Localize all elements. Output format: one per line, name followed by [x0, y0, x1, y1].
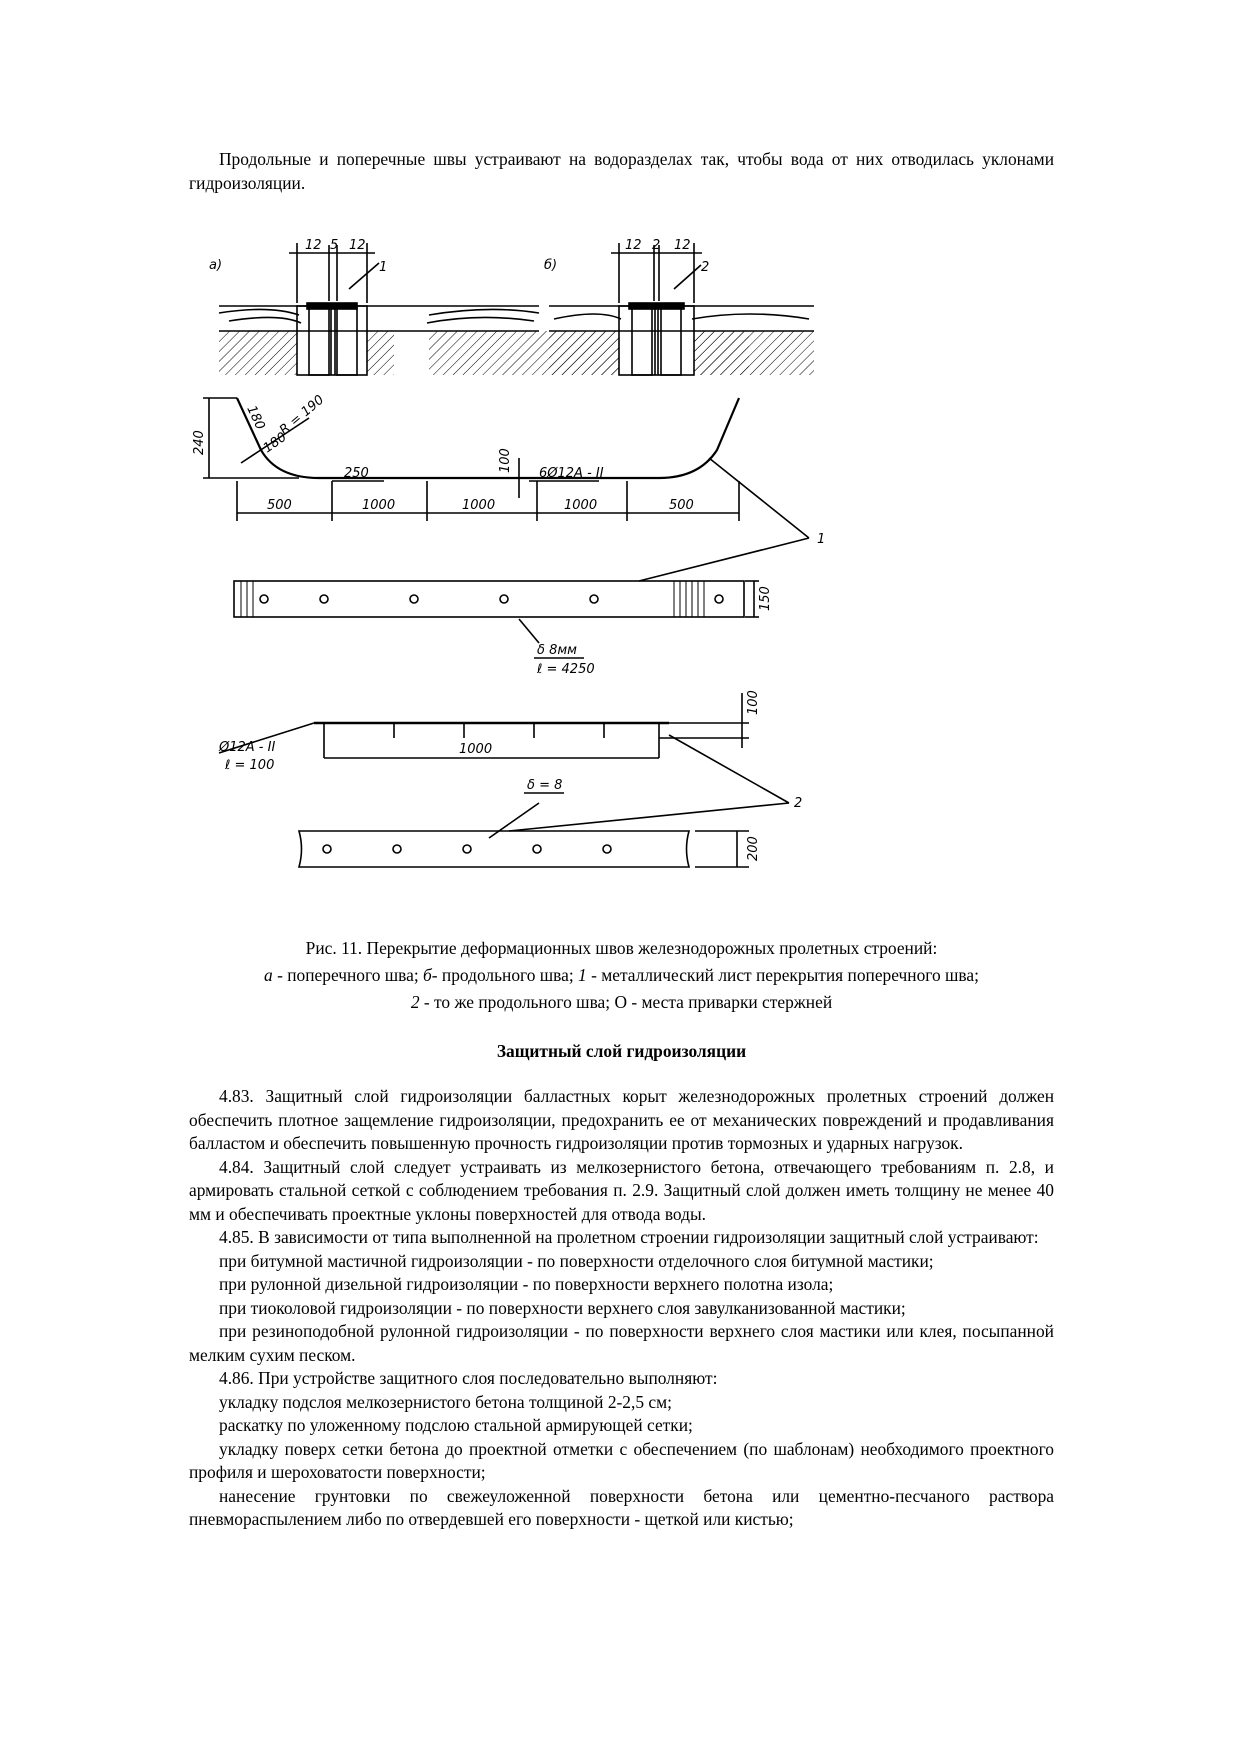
- dim-span-500-right: 500: [669, 498, 694, 513]
- paragraph-primer: нанесение грунтовки по свежеуложенной поверхности бетона или цементно-песчаного раствора пневмораспылением либо по отвердевшей его поверхности - щеткой или кистью;: [189, 1485, 1054, 1529]
- callout-1-profile: 1: [817, 532, 826, 547]
- figure-caption: [189, 935, 1054, 1016]
- dim-150: 150: [758, 586, 773, 611]
- paragraph-rubber: при резиноподобной рулонной гидроизоляции - по поверхности верхнего слоя мастики или клея, посыпанной мелким сухим песком.: [189, 1321, 1054, 1365]
- dim-b-2: 2: [652, 238, 661, 253]
- caption-key-b: б: [423, 965, 432, 985]
- caption-line-2: [189, 962, 1054, 989]
- section-heading: Защитный слой гидроизоляции: [496, 1041, 747, 1061]
- rod-strip-drawing: [219, 693, 789, 803]
- dim-b-12-right: 12: [674, 238, 691, 253]
- intro-paragraph: Продольные и поперечные швы устраивают на водоразделах так, чтобы вода от них отводилась уклонами гидроизоляции.: [189, 149, 1054, 193]
- plate-1-plan-drawing: [234, 538, 809, 658]
- paragraph-4-83: 4.83. Защитный слой гидроизоляции балластных корыт железнодорожных пролетных строений должен обеспечить плотное защемление гидроизоляции, предохранить ее от механических повреждений и продавливания балластом и обеспечить повышенную прочность гидроизоляции против тормозных и ударных нагрузок.: [189, 1086, 1054, 1153]
- paragraph-4-84: 4.84. Защитный слой следует устраивать из мелкозернистого бетона, отвечающего требованиям п. 2.8, и армировать стальной сеткой с соблюдением требования п. 2.9. Защитный слой должен иметь толщину не менее 40 мм и обеспечивать проектные уклоны поверхностей для отвода воды.: [189, 1156, 1054, 1224]
- caption-text-1: - металлический лист перекрытия поперечного шва;: [586, 965, 979, 985]
- caption-text-b: - продольного шва;: [431, 965, 579, 985]
- dim-200: 200: [746, 836, 761, 861]
- label-rod2: Ø12А - II: [219, 740, 276, 755]
- caption-text-a: - поперечного шва;: [272, 965, 424, 985]
- dim-1000-strip: 1000: [459, 742, 493, 757]
- label-rod2-length: ℓ = 100: [225, 758, 275, 773]
- callout-1-panel-a: 1: [379, 260, 388, 275]
- label-rods-profile: 6Ø12А - II: [539, 466, 604, 481]
- paragraph-mesh: раскатку по уложенному подслою стальной армирующей сетки;: [219, 1415, 693, 1435]
- label-panel-b: б): [544, 258, 558, 273]
- dim-a-5: 5: [330, 238, 339, 253]
- dim-240: 240: [192, 430, 207, 455]
- dim-span-1000-1: 1000: [362, 498, 396, 513]
- dim-span-500-left: 500: [267, 498, 292, 513]
- paragraph-4-86: 4.86. При устройстве защитного слоя последовательно выполняют:: [219, 1368, 718, 1388]
- figure-11: [189, 213, 1054, 919]
- paragraph-diesel: при рулонной дизельной гидроизоляции - по поверхности верхнего полотна изола;: [219, 1274, 834, 1294]
- dim-250: 250: [344, 466, 369, 481]
- callout-2-panel-b: 2: [701, 260, 710, 275]
- dim-100-profile: 100: [498, 448, 513, 473]
- label-plate2-thickness: δ = 8: [527, 778, 563, 793]
- caption-key-1: 1: [578, 965, 587, 985]
- callout-2-strip: 2: [794, 796, 803, 811]
- label-plate1-length: ℓ = 4250: [537, 662, 595, 677]
- label-plate1-thickness: δ 8мм: [537, 643, 577, 658]
- plate-2-plan-drawing: [299, 793, 789, 867]
- dim-span-1000-3: 1000: [564, 498, 598, 513]
- paragraph-concrete: укладку поверх сетки бетона до проектной отметки с обеспечением (по шаблонам) необходимого проектного профиля и шероховатости поверхности;: [189, 1438, 1054, 1482]
- dim-180-bottom: 180: [260, 429, 290, 457]
- dim-span-1000-2: 1000: [462, 498, 496, 513]
- paragraph-bitumen: при битумной мастичной гидроизоляции - по поверхности отделочного слоя битумной мастики;: [219, 1250, 934, 1271]
- dim-b-12-left: 12: [625, 238, 642, 253]
- caption-line-1: Рис. 11. Перекрытие деформационных швов железнодорожных пролетных строений:: [305, 938, 938, 958]
- caption-text-2: - то же продольного шва; О - места приварки стержней: [419, 992, 833, 1012]
- label-radius: R = 190: [276, 392, 328, 439]
- paragraph-4-85: 4.85. В зависимости от типа выполненной на пролетном строении гидроизоляции защитный слой устраивают:: [219, 1227, 1039, 1247]
- dim-a-12-left: 12: [305, 238, 322, 253]
- paragraph-sublayer: укладку подслоя мелкозернистого бетона толщиной 2-2,5 см;: [219, 1391, 672, 1412]
- label-panel-a: а): [209, 258, 223, 273]
- figure-drawing: [189, 213, 1054, 919]
- dim-a-12-right: 12: [349, 238, 366, 253]
- caption-line-3: [189, 989, 1054, 1016]
- paragraph-thiokol: при тиоколовой гидроизоляции - по поверхности верхнего слоя завулканизованной мастики;: [219, 1297, 906, 1318]
- dim-180-top: 180: [243, 403, 268, 433]
- dim-100-rod: 100: [746, 690, 761, 715]
- caption-key-a: а: [264, 965, 273, 985]
- caption-key-2: 2: [410, 992, 420, 1012]
- document-page: [189, 148, 1054, 1532]
- panel-b-drawing: [549, 243, 814, 375]
